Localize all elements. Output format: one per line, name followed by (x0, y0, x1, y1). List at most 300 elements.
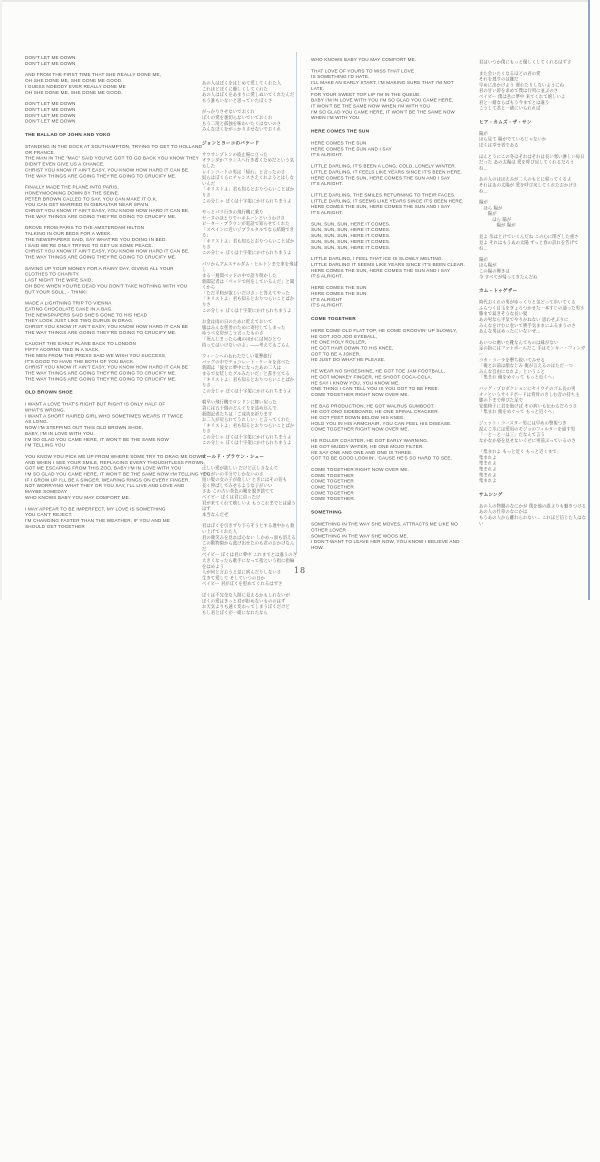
lyric-line: 陽が 陽が (479, 223, 516, 229)
lyric-line: ONE THING I CAN TELL YOU IS YOU GOT TO BE FREE. (311, 386, 440, 392)
lyric-stanza (311, 522, 467, 551)
lyric-line: 集まれよ (479, 472, 497, 478)
lyric-line: もう二度と孤独を味わいたくはないのさ (202, 121, 282, 127)
lyric-line: ふらつく目玉をぎょろつかせた一本すじの通った男さ (479, 305, 585, 311)
lyric-line: 新聞記者たちは「ご成功を祈ります (202, 411, 273, 417)
lyric-line: この分じゃ ぼくは十字架にかけられちまうよ (202, 198, 292, 204)
lyric-line: 今 すべてが帰ってきたんだね (479, 274, 538, 280)
lyric-stanza (25, 185, 221, 220)
lyric-stanza (25, 506, 221, 529)
lyric-line: SUN, SUN, SUN, HERE IT COMES. (311, 221, 391, 227)
lyric-line: 見よ 氷はとけていくんだね この心に閉ざした重さ (479, 234, 579, 240)
lyric-line: I DON'T WANT TO LEAVE HER NOW, YOU KNOW I BELIEVE AND HOW. (311, 539, 462, 550)
lyric-line: OH BOY, WHEN YOU'RE DEAD YOU DON'T TAKE NOTHING WITH YOU (25, 283, 188, 289)
lyric-line: HERE COMES THE SUN (311, 290, 367, 296)
song-title: SOMETHING (311, 509, 342, 516)
lyric-line: STANDING IN THE DOCK AT SOUTHAMPTON, TRYING TO GET TO HOLLAND (25, 144, 203, 150)
lyric-line: 袋には五十個のどんぐりを詰め込んで (202, 405, 277, 411)
lyric-line: お金は雨の日のために貯えておいて (202, 319, 273, 325)
lyric-line: 短い髪の女の子が欲しい ときにはその倍も (202, 477, 288, 483)
lyric-stanza (479, 386, 587, 415)
lyric-line: MAYBE SOMEDAY (25, 489, 68, 495)
lyric-line: 本当なんだぜ (202, 512, 229, 518)
song-title: OLD BROWN SHOE (25, 389, 73, 396)
lyric-line: 「集まれ 俺をめぐって もっと近くへ」 (479, 409, 557, 415)
lyric-line: バッグの中でチョコレート・ケーキを食べた (202, 359, 290, 365)
lyric-line: パリからアムステルダム・ヒルトンまで車を飛ばし (202, 261, 298, 273)
lyric-line: THE MAN IN THE "MAC" SAID YOU'VE GOT TO GO BACK YOU KNOW THEY (25, 155, 199, 161)
lyric-line: THE WAY THINGS ARE GOING THEY'RE GOING TO CRUCIFY ME. (25, 173, 177, 179)
lyric-line: まちがいの半分でしかないのさ (202, 471, 264, 477)
lyric-line: LITTLE DARLING, IT FEELS LIKE YEARS SINCE IT'S BEEN HERE. (311, 169, 463, 175)
lyric-line: HE GOT ONO SIDEBOARD, HE ONE SPINAL CRACKER. (311, 409, 440, 415)
lyric-stanza (479, 177, 587, 194)
lyric-line: I'M CHANGING FASTER THAN THE WEATHER, IF YOU AND ME (25, 518, 171, 523)
lyric-line: あの人のほほえみが二人のもとに帰ってくるよ (479, 177, 572, 183)
lyric-line: THE WAY THINGS ARE GOING THEY'RE GOING TO CRUCIFY ME. (25, 376, 177, 382)
lyric-line: ぼくの愛を裏切らないでいておくれ (202, 115, 273, 121)
lyric-line: 膝まで届きそうな長い髪 (479, 311, 528, 317)
lyric-line: HE GOT FEET DOWN BELOW HIS KNEE. (311, 415, 405, 421)
lyric-line: I'M TELLING YOU (25, 442, 66, 448)
lyric-line: 集まれよ (479, 461, 497, 467)
lyric-line: COME TOGETHER RIGHT NOW OVER ME. (311, 466, 410, 472)
lyric-line: がっかりさせないでおくれ (202, 109, 255, 115)
lyric-line: COME TOGETHER RIGHT NOW OVER ME. (311, 426, 410, 432)
lyric-line: THE WAY THINGS ARE GOING THEY'RE GOING TO CRUCIFY ME. (25, 329, 177, 335)
lyric-line: AND FROM THE FIRST TIME THAT SHE REALLY DONE ME, (25, 72, 162, 78)
lyric-stanza (202, 524, 298, 588)
lyric-line: この分じゃ ぼくは十字架にかけられちまうよ (202, 388, 292, 394)
page-top-edge (0, 0, 600, 2)
lyric-line: MADE A LIGHTNING TRIP TO VIENNA (25, 300, 112, 306)
page-right-margin (590, 0, 600, 600)
lyric-line: それを逃すのは嫌だ (479, 77, 519, 83)
song-title: オールド・ブラウン・シュー (202, 454, 265, 460)
lyric-line: こうして君と一緒にいられれば (479, 106, 541, 112)
lyric-line: THEY LOOK JUST LIKE TWO GURUS IN DRAG. (25, 318, 134, 324)
lyric-line: あの男なら平気でやりかねない 思わせぶりに (479, 317, 569, 323)
lyric-stanza (311, 192, 467, 215)
lyric-line: もし君とぼくが一緒になれたなら (202, 610, 268, 616)
lyric-line: ぼくの愛はきっと君が拒めないもののはず (202, 598, 286, 604)
lyric-line: I'LL MAKE AN EARLY START, I'M MAKING SURE THAT I'M NOT LATE. (311, 80, 456, 91)
lyric-line: THE WAY THINGS ARE GOING THEY'RE GOING TO CRUCIFY ME. (25, 370, 177, 376)
lyric-line: WHO KNOWS BABY YOU MAY COMFORT ME. (25, 494, 131, 500)
song-title: COME TOGETHER (311, 315, 356, 322)
lyric-line: あの人はぼくをあまりに愛しぬいてくれたんだ (202, 92, 295, 98)
lyric-line: SUN, SUN, SUN, HERE IT COMES. (311, 233, 391, 239)
lyric-stanza (479, 504, 587, 527)
lyric-line: HERE COMES THE SUN, HERE COMES THE SUN AND I SAY (311, 204, 451, 210)
lyric-line: FINALLY MADE THE PLANE INTO PARIS, (25, 184, 119, 190)
lyric-line: この陽の輝きは (479, 269, 510, 275)
lyric-line: LITTLE DARLING IT SEEMS LIKE YEARS SINCE IT'S BEEN CLEAR. (311, 261, 465, 267)
lyric-line: HERE COME OLD FLAT TOP, HE COME GROOVIN' UP SLOWLY, (311, 327, 458, 333)
lyric-line: ほら見て 陽がでているじゃないか (479, 137, 547, 143)
lyric-line: 泥んこ水には愛用のモジョのフィルターを通す男 (479, 426, 576, 432)
lyric-line: 君はいつか僕にもっと優しくしてくれるはずさ (479, 60, 572, 65)
lyric-line: EATING CHOCOLATE CAKE IN A BAG. (25, 306, 113, 312)
lyric-line: IF I GROW UP I'LL BE A SINGER, WEARING RINGS ON EVERY FINGER. (25, 477, 190, 483)
lyric-stanza (202, 152, 298, 204)
lyric-line: OH SHE DONE ME, SHE DONE ME GOOD. (25, 89, 123, 95)
lyric-stanza (311, 221, 467, 250)
lyric-line: LAST NIGHT THE WIFE SAID, (25, 277, 93, 283)
lyric-line: IT'S ALRIGHT. (311, 152, 344, 158)
lyric-line: あの人はぼくをはじめて愛してくれた人 (202, 81, 282, 86)
lyric-stanza (25, 225, 221, 260)
lyric-line: IT'S ALRIGHT. (311, 181, 344, 187)
lyric-line: SAVING UP YOUR MONEY FOR A RAINY DAY, GIVING ALL YOUR (25, 265, 174, 271)
lyric-line: 君はぼくを引きずり下ろそうとする連中から救い上げてくれた人 (202, 523, 295, 535)
lyric-line: SHOULD GET TOGETHER (25, 523, 85, 529)
lyric-line: セーヌのほとりでハネムーンというわけさ (202, 215, 286, 221)
lyric-line: I GUESS NOBODY EVER REALLY DONE ME (25, 83, 126, 89)
lyric-line: 奴らはぼくらにチャンスさえくれようとはしないんだ (202, 175, 295, 187)
lyric-line: THAT LOVE OF YOURS TO MISS THAT LOVE (311, 68, 415, 74)
lyric-line: ほら 陽が (479, 217, 512, 223)
lyric-line: ジェット・コースター男には早めの警報つき (479, 420, 567, 426)
lyric-line: もうあの人から離れられない… これほど信じた人はない (479, 515, 586, 527)
lyric-stanza (25, 144, 221, 179)
lyric-stanza (202, 262, 298, 314)
lyric-line: 正しい愛が欲しい だけど正しさなんて (202, 466, 279, 472)
lyric-line: SUN, SUN, SUN, HERE IT COMES. (311, 227, 391, 233)
lyric-line: あいつに磨いた靴なんてものは縁がない (479, 340, 559, 346)
lyric-line: さあ この古い茶色の靴を脱ぎ捨てて (202, 489, 274, 495)
lyric-line: THE WAY THINGS ARE GOING THEY'RE GOING TO CRUCIFY ME. (25, 254, 177, 260)
song-title: THE BALLAD OF JOHN AND YOKO (25, 132, 111, 138)
lyric-line: LITTLE DARLING, THE SMILES RETURNING TO THEIR FACES. (311, 192, 456, 198)
lyric-line: COME TOGETHER (311, 484, 354, 490)
lyric-line: 「キリストよ」君も知るとおりつらいことばかりさ (202, 296, 295, 308)
lyric-line: LITTLE DARLING, IT'S BEEN A LONG, COLD, LONELY WINTER. (311, 163, 457, 169)
lyric-line: 新聞は「彼女に夢中になったあの二人は (202, 365, 282, 371)
lyric-line: この分じゃ ぼくは十字架にかけられちまうよ (202, 308, 292, 314)
lyric-line: やっとパリ行きの飛行機に乗り (202, 210, 264, 216)
lyric-line: ピーター・ブラウンが電話で知らせてくれた (202, 221, 290, 227)
lyric-line: BABY, I'M IN LOVE WITH YOU. (25, 430, 95, 436)
lyric-line: WHAT'S WRONG. (25, 407, 66, 413)
lyric-line: ベイビー 僕は君に夢中 来てくれて嬉しいよ (479, 94, 566, 100)
lyric-line: ベイビー ぼくは君に夢中 これまでとは違うのさ (202, 552, 298, 558)
lyric-line: GOT ME ESCAPING FROM THIS ZOO, BABY I'M IN LOVE WITH YOU (25, 465, 182, 471)
lyric-stanza (25, 55, 221, 67)
lyric-stanza (202, 210, 298, 256)
lyric-line: BABY I'M IN LOVE WITH YOU I'M SO GLAD YOU CAME HERE, (311, 97, 454, 103)
lyric-line: あんな男はめったにいないぜ… (479, 329, 541, 335)
lyric-line: NOW I'M STEPPING OUT THIS OLD BROWN SHOE, (25, 425, 144, 431)
lyric-line: HE ONE HOLY ROLLER, (311, 339, 367, 345)
lyric-line: あの人の仕草のなにかは (479, 509, 528, 515)
lyric-line: YOU KNOW YOU PICK ME UP FROM WHERE SOME TRY TO DRAG ME DOWN, (25, 453, 206, 459)
lyric-line: ウィーンへのあわただしい電撃旅行 (202, 354, 273, 360)
lyric-line: コカ・コーラを撃ち抜いてみせる (479, 357, 545, 363)
lyric-stanza (311, 68, 467, 121)
lyric-line: 朝早い飛行機でロンドンに舞い戻った (202, 400, 277, 406)
lyric-line: THE NEWSPAPERS SAID, SAY WHAT'RE YOU DOING IN BED. (25, 236, 168, 242)
lyric-line: IT'S ALRIGHT. (311, 210, 344, 216)
lyric-stanza (25, 341, 221, 382)
lyric-stanza (311, 369, 467, 398)
lyric-line: オランダかフランスへ行き着くためだという気もした (202, 158, 295, 169)
lyric-stanza (479, 300, 587, 335)
lyric-stanza (479, 340, 587, 381)
lyric-stanza (479, 154, 587, 171)
lyric-stanza (311, 57, 467, 63)
lyric-line: COME TOGETHER (311, 472, 354, 478)
lyric-line: ほら陽が (479, 263, 497, 269)
lyric-line: 「キリストよ」君も知るとおりつらいことばかりさ (202, 187, 295, 198)
lyric-line: サウサンプトンの波止場に立った (202, 152, 268, 158)
lyric-line: HE SAY ONE AND ONE AND ONE IS THREE. (311, 449, 413, 455)
lyric-line: お二人が戻られてうれしい」と言ってくれた (202, 417, 290, 423)
lyric-line: CHRIST YOU KNOW IT AIN'T EASY, YOU KNOW HOW HARD IT CAN BE. (25, 208, 190, 214)
lyric-line: この分じゃ ぼくは十字架にかけられちまうよ (202, 250, 292, 256)
lyric-line: 集まれよ (479, 478, 497, 484)
lyric-stanza (479, 450, 587, 485)
lyric-line: I WANT A LOVE THAT'S RIGHT BUT RIGHT IS ONLY HALF OF (25, 401, 166, 407)
lyric-line: 「俺とお前は顔なじみ 俺が言えるのはただ一つ (479, 363, 573, 369)
lyric-line: あの人の物腰のなにかが 僕を他の誰よりも魅きつける (479, 503, 586, 509)
lyric-line: みんなをけむに巻いて勝手気ままにふるまうのさ (479, 323, 576, 329)
lyric-stanza (202, 466, 298, 518)
page-left-edge (0, 0, 2, 600)
lyric-line: CHRIST YOU KNOW IT AIN'T EASY, YOU KNOW HOW HARD IT CAN BE (25, 324, 189, 330)
lyric-line: ベイビー 君がぼくを慰めてくれるはずさ (202, 581, 283, 587)
lyric-line: WHEN I'M WITH YOU (311, 115, 360, 121)
lyric-line: この動物園から逃げ出せたのも君のおかげなんだ (202, 541, 295, 552)
lyric-line: I MAY APPEAR TO BE IMPERFECT, MY LOVE IS SOMETHING (25, 506, 166, 512)
lyric-line: I WANT A SHORT HAIRED GIRL WHO SOMETIMES WEARS IT TWICE (25, 413, 184, 419)
lyric-line: 長く伸ばしてみせるような子がいい (202, 483, 273, 489)
lyric-line: COME TOGETHER. (311, 496, 356, 502)
lyric-line: HE GOT MONKEY FINGER, HE SHOOT COCA-COLA. (311, 374, 433, 380)
lyric-line: IT'S ALRIGHT (311, 296, 343, 302)
lyric-line: 「キリストよ」君も知るとおりつらいことばかりさ (202, 239, 295, 250)
lyric-stanza (202, 320, 298, 349)
lyric-stanza (25, 454, 221, 501)
lyric-line: HERE COMES THE SUN (311, 285, 367, 291)
lyric-line: お天気よりも速く変わってしまうぼくだけど (202, 604, 290, 610)
lyric-line: I SAID WE'RE ONLY TRYING TO GET US SOME PEACE. (25, 242, 154, 248)
lyric-line: HE BAG PRODUCTION, HE GOT WALRUS GUMBOOT. (311, 403, 435, 409)
lyric-line: HE JUST DO WHAT HE PLEASE. (311, 357, 386, 363)
lyric-line: TALKING IN OUR BEDS FOR A WEEK. (25, 231, 112, 237)
lyric-line: 君が来てくれて嬉しいよ もうこれまでとは違うはず (202, 500, 296, 512)
lyric-stanza (202, 81, 298, 104)
lyric-line: これほどぼくに優しくしてくれた (202, 86, 268, 92)
lyric-line: 膝の下まで伸びた足で (479, 398, 523, 404)
lyric-line: HE GOT HAIR DOWN TO HIS KNEE, (311, 345, 394, 351)
lyric-line: HERE COMES THE SUN, HERE COMES THE SUN AND I SAY (311, 267, 451, 273)
lyric-line: 陽が (479, 257, 488, 263)
lyric-line: HOLD YOU IN HIS ARMCHAIR, YOU CAN FEEL HIS DISEASE. (311, 420, 452, 426)
lyric-line: 新聞記者は「ベッドで何をしているんだ」と聞くから (202, 279, 295, 291)
lyric-line: GOT TO BE GOOD LOOKIN', 'CAUSE HE'S SO HARD TO SEE. (311, 455, 453, 461)
lyric-line: それはあの太陽が 愛を呼び戻してくれたおかげさ (479, 182, 578, 188)
lyric-line: IT'S ALRIGHT. (311, 302, 344, 308)
lyric-line: ベイビー ぼくは君に首ったけ (202, 495, 261, 501)
lyric-line: HERE COMES THE SUN (311, 140, 367, 146)
lyric-line: 服はみんな慈善のために寄付してしまった (202, 325, 286, 331)
lyric-stanza (25, 72, 221, 95)
lyric-stanza (311, 164, 467, 187)
lyric-line: ゆうべ女房がこう言ったものさ (202, 331, 264, 337)
lyric-line: AND WHEN I SEE YOUR SMILE, REPLACING EVERY THOUGHTLESS FROWN, (25, 459, 206, 465)
lyric-line: この分じゃ ぼくは十字架にかけられちまうよ (202, 440, 292, 446)
lyric-stanza (25, 301, 221, 336)
lyric-line: SUN, SUN, SUN, HERE IT COMES. (311, 244, 391, 250)
lyric-line: 安楽椅子に君を抱けば その病いも伝わるだろうさ (479, 403, 578, 409)
lyric-line: IS SOMETHING I'D HATE. (311, 74, 370, 80)
lyric-stanza (479, 200, 587, 229)
lyric-line: I'M SO GLAD YOU CAME HERE, IT WON'T BE THE SAME NOW (311, 109, 455, 115)
lyric-stanza (479, 60, 587, 66)
lyric-line: IT'S GOOD TO HAVE THE BOTH OF YOU BACK. (25, 358, 135, 364)
lyric-line: SUN, SUN, SUN, HERE IT COMES. (311, 238, 391, 244)
lyric-stanza (25, 266, 221, 295)
lyric-line: 「ただ平和が欲しいだけさ」と答えてやった (202, 290, 290, 296)
lyric-line: HE SAY I KNOW YOU, YOU KNOW ME. (311, 380, 400, 386)
lyric-stanza (202, 110, 298, 133)
lyric-line: DON'T LET ME DOWN (25, 112, 76, 118)
lyric-line: ね… (479, 165, 488, 171)
lyric-line: I'M SO GLAD YOU CAME HERE, IT WON'T BE THE SAME NOW I'M TELLING YOU (25, 471, 211, 477)
lyric-line: IT'S ALRIGHT. (311, 273, 344, 279)
lyric-line: みんなぼくをがっかりさせないでおくれ (202, 127, 282, 133)
lyric-line: WHO KNOWS BABY YOU MAY COMFORT ME. (311, 57, 417, 62)
lyric-line: LITTLE DARLING, I FEEL THAT ICE IS SLOWLY MELTING. (311, 256, 444, 262)
lyric-line: 「キリストよ」君も知るとおりつらいことばかりさ (202, 377, 295, 389)
lyric-line: もう誰もいないと思っていたぼくさ (202, 98, 273, 104)
lyric-stanza (311, 256, 467, 279)
lyric-line: だった あの太陽は 愛を呼び戻してくれるだろう (479, 160, 575, 166)
lyric-line: 君と一緒ならばもう今までとは違う (479, 100, 550, 106)
lyric-stanza (479, 131, 587, 148)
lyric-line: 陽が (479, 131, 488, 137)
page-number: 18 (293, 566, 307, 575)
lyric-line: COME TOGETHER RIGHT NOW OVER ME. (311, 391, 410, 397)
lyric-line: 「スペインに近いジブラルタルでなら結婚できる」 (202, 227, 295, 239)
lyric-line: SOMETHING IN THE WAY SHE MOVES, ATTRACTS ME LIKE NO OTHER LOVER (311, 521, 460, 533)
lyric-line: YOU CAN'T REJECT. (25, 512, 73, 518)
lyric-line: FOR YOUR SWEET TOP LIP I'M IN THE QUEUE. (311, 91, 421, 97)
lyric-line: HONEYMOONING DOWN BY THE SEINE. (25, 190, 120, 196)
song-title: ヒア・カムズ・ザ・サン (479, 119, 532, 125)
lyric-line: まるで女装したグルみたいだ」と書き立てる (202, 371, 290, 377)
lyric-line: 大きくなったら歌手になって指という指に指輪をはめよう (202, 558, 295, 570)
lyric-line: ね… (479, 188, 488, 194)
lyric-line: まる一週間ベッドの中で語り明かした (202, 273, 277, 279)
lyric-line: 集まれよ (479, 467, 497, 473)
lyric-line: なかなか姿を見せないくせに男前ぶっているのさ (479, 438, 576, 444)
lyric-line: SOMETHING IN THE WAY SHE WOOS ME. (311, 533, 409, 539)
lyric-line: 足の指にはフットボールだこ 手はモンキー・フィンガー (479, 346, 586, 357)
column-left-english (25, 55, 221, 1015)
lyric-line: THE WAY THINGS ARE GOING THEY'RE GOING TO CRUCIFY ME. (25, 213, 177, 219)
lyric-line: I'M SO GLAD YOU CAME HERE, IT WON'T BE THE SAME NOW (25, 436, 169, 442)
lyric-stanza (479, 71, 587, 112)
song-title: カム・トゥゲザー (479, 288, 518, 294)
lyric-line: 君の微笑みを見れば心ない しかめっ面も消える (202, 535, 296, 541)
lyric-line: DON'T LET ME DOWN (25, 101, 76, 107)
column-left-japanese (202, 81, 298, 1162)
lyric-line: PETER BROWN CALLED TO SAY, YOU CAN MAKE IT O.K. (25, 196, 158, 202)
lyric-line: ほんとうにこの冬はそれはそれは長い寒い淋しい毎日 (479, 154, 585, 160)
lyric-line: OR FRANCE. (25, 149, 56, 155)
lyric-stanza (311, 438, 467, 461)
lyric-line: 陽が (479, 200, 488, 206)
lyric-line: AS LONG. (25, 419, 49, 425)
lyric-line: 「死んじまったら魂のほかには何ひとつ (202, 336, 282, 342)
lyric-line: バッグ・プロダクションにセイウチのゴム長の男 (479, 386, 576, 392)
lyric-stanza (202, 593, 298, 616)
lyric-line: また会いたくなるほどの君の愛 (479, 71, 541, 77)
lyric-line: みんな自由になれよ」ということ (479, 369, 545, 375)
lyric-line: CHRIST YOU KNOW IT AIN'T EASY, YOU KNOW HOW HARD IT CAN BE. (25, 248, 190, 254)
lyric-line: CHRIST YOU KNOW IT AIN'T EASY, YOU KNOW HOW HARD IT CAN BE (25, 364, 189, 370)
lyric-line: CHRIST YOU KNOW IT AIN'T EASY, YOU KNOW HOW HARD IT CAN BE. (25, 167, 190, 173)
lyric-line: 君の甘い唇を求めて僕は行列に並ぶのさ (479, 88, 559, 94)
lyric-line: 「一と一と一は三」だなんて言う (479, 432, 545, 438)
lyric-line: 陽が (479, 211, 497, 217)
lyric-line: HERE COMES THE SUN, HERE COMES THE SUN AND I SAY (311, 175, 451, 181)
lyric-line: 「キリストよ」君も知るとおりつらいことばかりさ (202, 423, 295, 435)
lyric-line: DON'T LET ME DOWN (25, 106, 76, 112)
lyric-line: DON'T LET ME DOWN (25, 55, 76, 60)
lyric-line: HE GOT JOO JOO EYEBALL, (311, 333, 378, 339)
lyric-stanza (25, 402, 221, 449)
lyric-line: 生きて愛して そしていつの日か (202, 575, 266, 581)
lyric-line: IT WON'T BE THE SAME NOW WHEN I'M WITH YOU (311, 103, 431, 109)
song-title: HERE COMES THE SUN (311, 128, 370, 135)
lyric-stanza (311, 285, 467, 308)
lyric-line: DON'T LET ME DOWN (25, 118, 76, 124)
lyric-line: FIFTY ACORNS TIED IN A SACK. (25, 347, 100, 353)
lyric-line: BUT YOUR SOUL, - THINK! (25, 289, 87, 295)
lyric-line: HE ROLLER COASTER, HE GOT EARLY WARNING. (311, 438, 429, 444)
lyric-stanza (311, 141, 467, 159)
lyric-line: 時代おくれの男がゆっくりと気どって歩いてくる (479, 300, 576, 306)
lyric-stanza (202, 354, 298, 395)
lyric-line: ほら 陽が (479, 205, 503, 211)
lyric-stanza (202, 400, 298, 446)
lyric-stanza (25, 101, 221, 124)
lyric-line: ぼくは不完全な人間に見えるかもしれないが (202, 592, 290, 598)
lyric-line: 持ってはいけないのよ」――考えてもごらん (202, 342, 290, 348)
column-right-japanese (479, 60, 587, 1005)
lyric-line: DON'T LET ME DOWN (25, 60, 76, 66)
lyric-line: LITTLE DARLING, IT SEEMS LIKE YEARS SINCE IT'S BEEN HERE. (311, 198, 464, 204)
lyric-line: HE GOT MUDDY WATER, HE ONE MOJO FILTER. (311, 443, 424, 449)
lyric-line: THE NEWSPAPERS SAID SHE'S GONE TO HIS HEAD (25, 312, 148, 318)
lyric-line: YOU CAN GET MARRIED IN GIBRALTAR NEAR SPAIN. (25, 202, 150, 208)
lyric-line: DROVE FROM PARIS TO THE AMSTERDAM HILTON (25, 225, 145, 231)
lyric-line: OH SHE DONE ME, SHE DONE ME GOOD. (25, 78, 123, 84)
lyric-line: 見よ それはもうあの太陽 ずっと春の訪れを告げて (479, 240, 579, 246)
lyric-line: THE MEN FROM THE PRESS SAID WE WISH YOU SUCCESS, (25, 352, 167, 358)
lyric-line: CAUGHT THE EARLY PLANE BACK TO LONDON (25, 341, 136, 347)
lyric-stanza (311, 403, 467, 432)
lyric-line: COME TOGETHER (311, 490, 354, 496)
lyric-line: HE WEAR NO SHOESHINE, HE GOT TOE JAM FOOTBALL, (311, 368, 445, 374)
lyric-line: GOT TO BE A JOKER, (311, 351, 361, 357)
lyric-stanza (479, 257, 587, 280)
lyric-stanza (311, 467, 467, 502)
lyric-stanza (479, 235, 587, 252)
